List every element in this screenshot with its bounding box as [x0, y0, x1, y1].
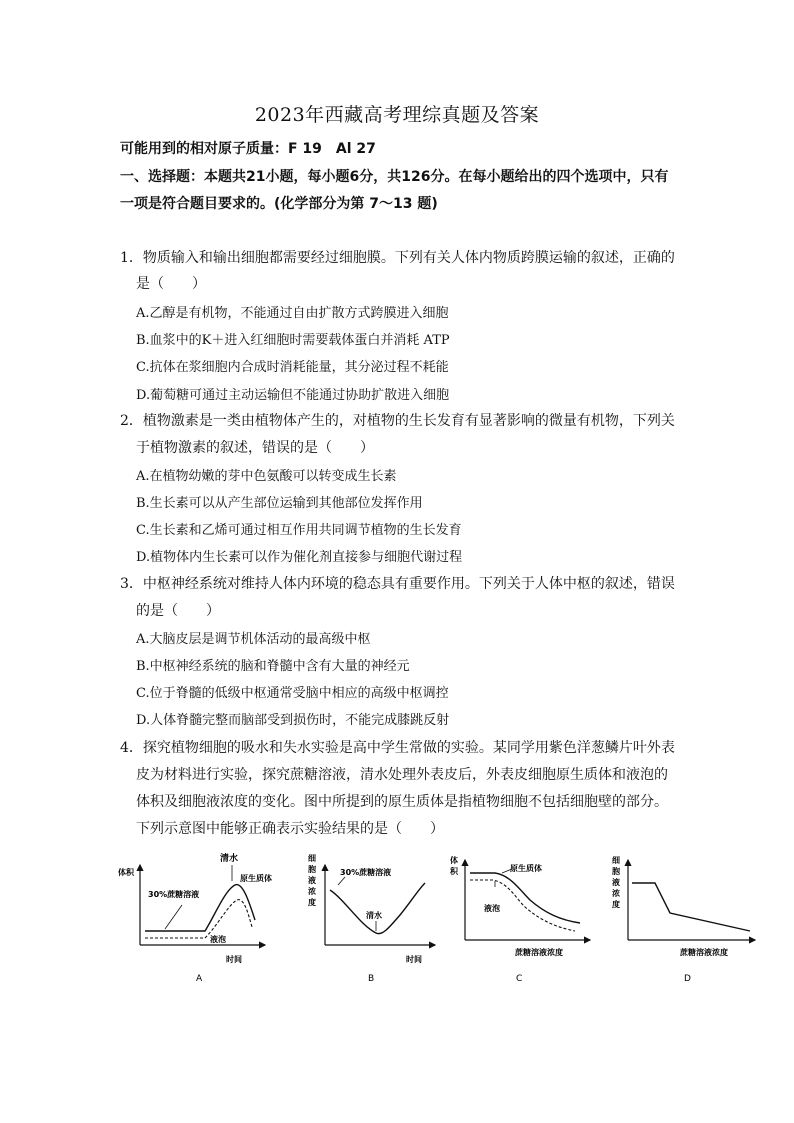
question-2-option-d: D.植物体内生长素可以作为催化剂直接参与细胞代谢过程: [136, 550, 463, 565]
figure-a-label: A: [196, 974, 203, 984]
question-1-option-a: A.乙醇是有机物，不能通过自由扩散方式跨膜进入细胞: [136, 306, 449, 321]
figure-c-ann-protoplast: 原生质体: [510, 864, 542, 873]
figure-a-ann-vacuole: 液泡: [210, 935, 226, 944]
question-3-option-b: B.中枢神经系统的脑和脊髓中含有大量的神经元: [136, 659, 410, 674]
figure-c-ylabel: 体积: [450, 856, 458, 876]
figure-b-concentration-curve: [330, 883, 425, 934]
question-4-stem: 4．探究植物细胞的吸水和失水实验是高中学生常做的实验。某同学用紫色洋葱鳞片叶外表: [120, 740, 675, 756]
figure-c-xlabel: 蔗糖溶液浓度: [515, 948, 563, 957]
question-4-stem-cont-2: 体积及细胞液浓度的变化。图中所提到的原生质体是指植物细胞不包括细胞壁的部分。: [136, 794, 668, 810]
figure-c-ann-vacuole: 液泡: [484, 904, 500, 913]
figure-c-label: C: [516, 974, 523, 984]
figure-b-ann-water: 清水: [366, 911, 382, 920]
figure-a: [118, 852, 272, 984]
question-3-option-a: A.大脑皮层是调节机体活动的最高级中枢: [136, 632, 371, 647]
question-4-stem-cont-3: 下列示意图中能够正确表示实验结果的是（ ）: [136, 821, 444, 837]
figure-b-ann-sucrose: 30%蔗糖溶液: [340, 868, 392, 877]
section-heading-line-1: 一、选择题：本题共21小题，每小题6分，共126分。在每小题给出的四个选项中，只有: [120, 169, 669, 185]
figure-a-ann-sucrose: 30%蔗糖溶液: [148, 890, 200, 899]
question-3-stem: 3．中枢神经系统对维持人体内环境的稳态具有重要作用。下列关于人体中枢的叙述，错误: [120, 576, 675, 592]
question-2-stem-cont: 于植物激素的叙述，错误的是（ ）: [136, 440, 374, 456]
figure-c: [450, 855, 590, 984]
question-3-option-d: D.人体脊髓完整而脑部受到损伤时，不能完成膝跳反射: [136, 713, 450, 728]
question-3-stem-cont: 的是（ ）: [136, 603, 220, 619]
question-2-stem: 2．植物激素是一类由植物体产生的，对植物的生长发育有显著影响的微量有机物，下列关: [120, 413, 675, 429]
question-2-option-a: A.在植物幼嫩的芽中色氨酸可以转变成生长素: [136, 469, 397, 484]
figure-a-ylabel: 体积: [118, 868, 134, 877]
question-1-option-d: D.葡萄糖可通过主动运输但不能通过协助扩散进入细胞: [136, 388, 450, 403]
question-1-option-c: C.抗体在浆细胞内合成时消耗能量，其分泌过程不耗能: [136, 360, 449, 375]
figure-a-ann-water: 清水: [220, 854, 239, 864]
figure-b-xlabel: 时间: [406, 955, 422, 964]
figure-a-ann-protoplast: 原生质体: [240, 874, 272, 883]
question-2-option-b: B.生长素可以从产生部位运输到其他部位发挥作用: [136, 496, 423, 511]
figure-b-ylabel: 细胞液浓度: [308, 854, 316, 907]
figure-d-ylabel: 细胞液浓度: [612, 856, 620, 909]
figure-d-label: D: [684, 974, 691, 984]
figure-b: [308, 853, 435, 984]
figure-d-concentration-curve: [632, 883, 750, 931]
question-1-stem: 1．物质输入和输出细胞都需要经过细胞膜。下列有关人体内物质跨膜运输的叙述，正确的: [120, 250, 675, 266]
question-1-stem-cont: 是（ ）: [136, 276, 206, 292]
figure-b-label: B: [368, 974, 375, 984]
question-3-option-c: C.位于脊髓的低级中枢通常受脑中相应的高级中枢调控: [136, 686, 449, 701]
question-1-option-b: B.血浆中的K＋进入红细胞时需要载体蛋白并消耗 ATP: [136, 333, 450, 348]
question-2-option-c: C.生长素和乙烯可通过相互作用共同调节植物的生长发育: [136, 523, 462, 538]
atomic-mass-note: 可能用到的相对原子质量：F 19 Al 27: [120, 141, 376, 157]
question-4-stem-cont-1: 皮为材料进行实验，探究蔗糖溶液，清水处理外表皮后，外表皮细胞原生质体和液泡的: [136, 767, 668, 783]
figure-panel: [110, 845, 770, 995]
page-title: 2023年西藏高考理综真题及答案: [254, 104, 540, 126]
figure-d: [612, 855, 755, 984]
figure-a-xlabel: 时间: [226, 955, 242, 964]
section-heading-line-2: 一项是符合题目要求的。(化学部分为第 7～13 题): [120, 196, 438, 212]
figure-d-xlabel: 蔗糖溶液浓度: [680, 948, 728, 957]
figure-a-vacuole-curve: [145, 900, 252, 938]
